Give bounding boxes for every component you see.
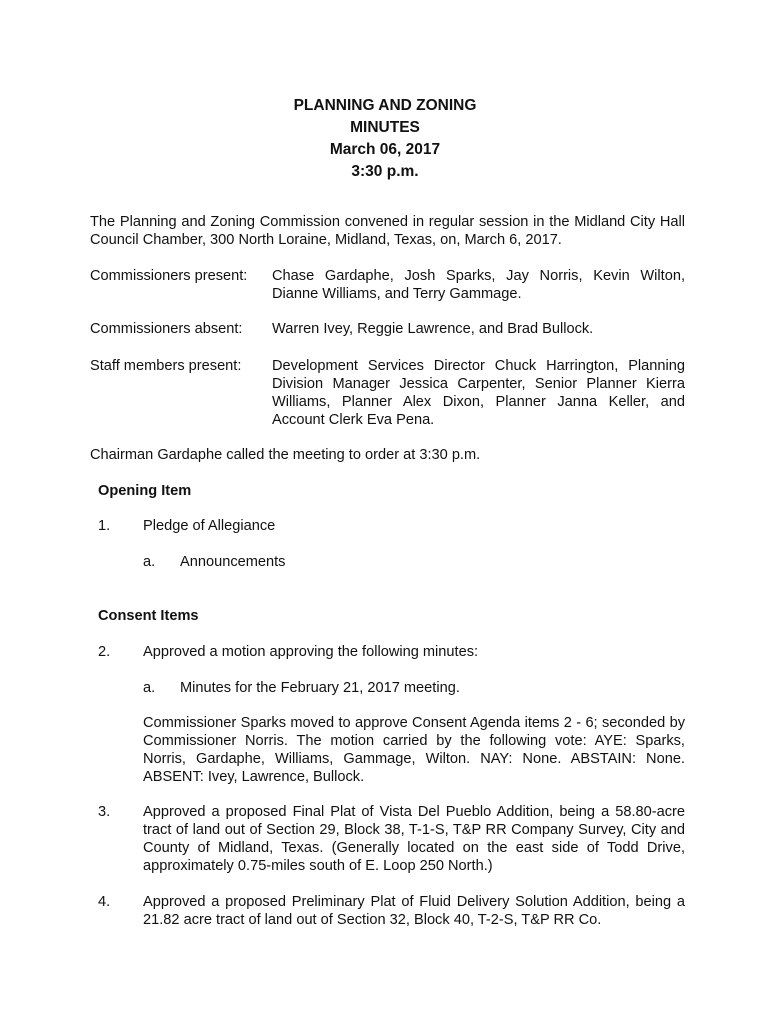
item-text: Approved a motion approving the following minutes: xyxy=(143,644,479,660)
attendance-value: Chase Gardaphe, Josh Sparks, Jay Norris, Kevin Wilton, Dianne Williams, and Terry Gammage. xyxy=(272,268,685,302)
section-heading-opening: Opening Item xyxy=(98,483,192,499)
attendance-label: Commissioners absent: xyxy=(90,321,243,337)
attendance-value: Development Services Director Chuck Harrington, Planning Division Manager Jessica Carpenter, Senior Planner Kierra Williams, Planner Alex Dixon, Planner Janna Keller, and Account Clerk Eva Pena. xyxy=(272,358,685,428)
sub-item-letter: a. xyxy=(143,554,156,570)
item-number: 4. xyxy=(98,894,111,910)
attendance-label: Staff members present: xyxy=(90,358,242,374)
sub-item-text: Announcements xyxy=(180,554,286,570)
attendance-value: Warren Ivey, Reggie Lawrence, and Brad Bullock. xyxy=(272,321,594,337)
item-text: Approved a proposed Final Plat of Vista Del Pueblo Addition, being a 58.80-acre tract of land out of Section 29, Block 38, T-1-S, T&P RR Company Survey, City and County of Midland, Texas. (Generally located on the east side of Todd Drive, approximately 0.75-miles south of E. Loop 250 North.) xyxy=(143,804,685,874)
item-number: 1. xyxy=(98,518,111,534)
item-text: Pledge of Allegiance xyxy=(143,518,276,534)
attendance-label: Commissioners present: xyxy=(90,268,248,284)
motion-paragraph: Commissioner Sparks moved to approve Consent Agenda items 2 - 6; seconded by Commissioner Norris. The motion carried by the following vote: AYE: Sparks, Norris, Gardaphe, Williams, Gammage, Wilton. NAY: None. ABSTAIN: None. ABSENT: Ivey, Lawrence, Bullock. xyxy=(143,715,685,785)
document-title xyxy=(0,95,770,183)
sub-item-text: Minutes for the February 21, 2017 meeting. xyxy=(180,680,460,696)
section-heading-consent: Consent Items xyxy=(98,608,199,624)
intro-paragraph: The Planning and Zoning Commission convened in regular session in the Midland City Hall Council Chamber, 300 North Loraine, Midland, Texas, on, March 6, 2017. xyxy=(90,214,685,248)
item-number: 3. xyxy=(98,804,111,820)
item-text: Approved a proposed Preliminary Plat of Fluid Delivery Solution Addition, being a 21.82 acre tract of land out of Section 32, Block 40, T-2-S, T&P RR Co. xyxy=(143,894,685,928)
title-line-1: PLANNING AND ZONING xyxy=(293,97,477,114)
meeting-time: 3:30 p.m. xyxy=(351,163,419,180)
title-line-2: MINUTES xyxy=(350,119,420,136)
sub-item-letter: a. xyxy=(143,680,156,696)
item-number: 2. xyxy=(98,644,111,660)
call-to-order: Chairman Gardaphe called the meeting to order at 3:30 p.m. xyxy=(90,447,481,463)
meeting-date: March 06, 2017 xyxy=(329,141,441,158)
